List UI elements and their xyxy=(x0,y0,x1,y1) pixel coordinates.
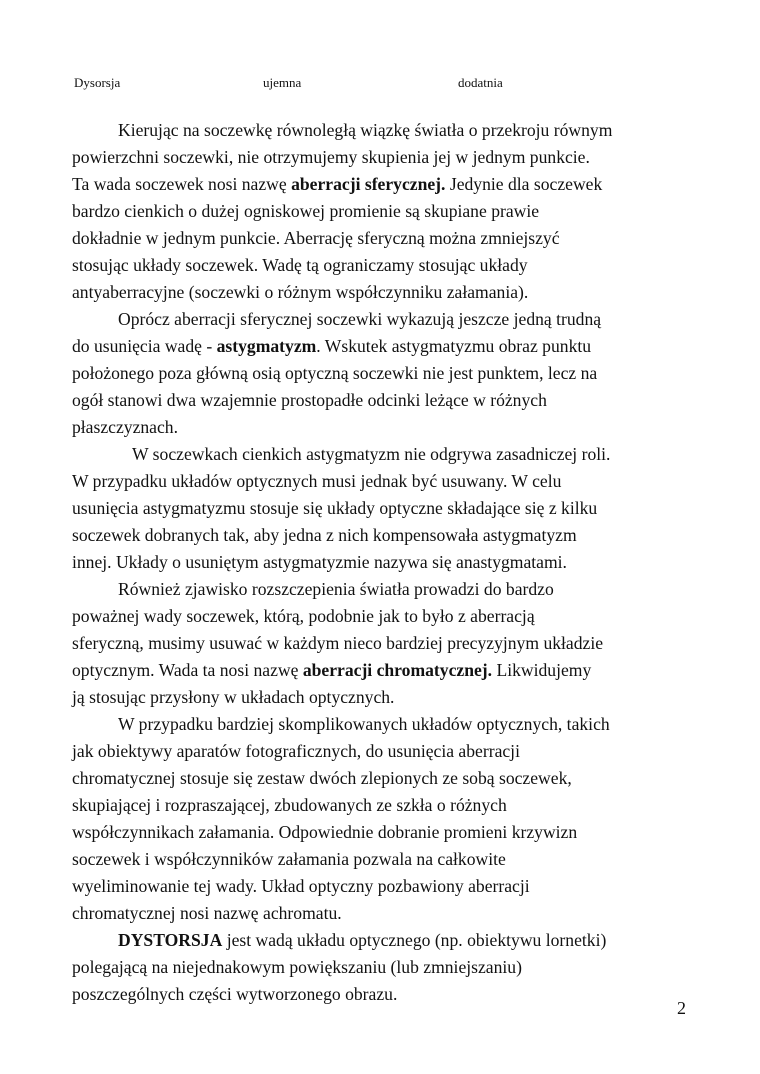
text-line: usunięcia astygmatyzmu stosuje się układy optyczne składające się z kilku xyxy=(72,498,598,518)
text-line: antyaberracyjne (soczewki o różnym współczynniku załamania). xyxy=(72,282,529,302)
text-line: polegającą na niejednakowym powiększaniu (lub zmniejszaniu) xyxy=(72,957,522,977)
text-line: W przypadku bardziej skomplikowanych układów optycznych, takich xyxy=(118,714,610,734)
text-line: ogół stanowi dwa wzajemnie prostopadłe odcinki leżące w różnych xyxy=(72,390,547,410)
text-line: Oprócz aberracji sferycznej soczewki wykazują jeszcze jedną trudną xyxy=(118,309,602,329)
text-line: W soczewkach cienkich astygmatyzm nie odgrywa zasadniczej roli. xyxy=(132,444,611,464)
text-line: Kierując na soczewkę równoległą wiązkę światła o przekroju równym xyxy=(118,120,613,140)
page-number: 2 xyxy=(677,998,686,1018)
text-line: skupiającej i rozpraszającej, zbudowanych ze szkła o różnych xyxy=(72,795,507,815)
text-line: ją stosując przysłony w układach optycznych. xyxy=(72,687,395,707)
caption-ujemna: ujemna xyxy=(263,75,302,90)
term-astygmatyzm: astygmatyzm xyxy=(216,336,317,356)
text-line: współczynnikach załamania. Odpowiednie dobranie promieni krzywizn xyxy=(72,822,578,842)
text-line: sferyczną, musimy usuwać w każdym nieco bardziej precyzyjnym układzie xyxy=(72,633,604,653)
caption-dysorsja: Dysorsja xyxy=(74,75,121,90)
term-aberracja-sferyczna: aberracji sferycznej. xyxy=(291,174,446,194)
text-line: optycznym. Wada ta nosi nazwę aberracji chromatycznej. Likwidujemy xyxy=(72,660,592,680)
text-line: płaszczyznach. xyxy=(72,417,178,437)
term-aberracja-chromatyczna: aberracji chromatycznej. xyxy=(302,660,493,680)
text-line: DYSTORSJA jest wadą układu optycznego (np. obiektywu lornetki) xyxy=(118,930,607,950)
text-line: stosując układy soczewek. Wadę tą ograniczamy stosując układy xyxy=(72,255,528,275)
caption-dodatnia: dodatnia xyxy=(458,75,503,90)
text-line: soczewek dobranych tak, aby jedna z nich kompensowała astygmatyzm xyxy=(72,525,577,545)
text-line: poszczególnych części wytworzonego obrazu. xyxy=(72,984,398,1004)
figure-captions xyxy=(0,75,760,95)
text-line: powierzchni soczewki, nie otrzymujemy skupienia jej w jednym punkcie. xyxy=(72,147,590,167)
text-line: chromatycznej stosuje się zestaw dwóch zlepionych ze sobą soczewek, xyxy=(72,768,572,788)
text-line: soczewek i współczynników załamania pozwala na całkowite xyxy=(72,849,506,869)
text-line: do usunięcia wadę - astygmatyzm. Wskutek astygmatyzmu obraz punktu xyxy=(72,336,592,356)
text-line: W przypadku układów optycznych musi jednak być usuwany. W celu xyxy=(72,471,562,491)
text-line: położonego poza główną osią optyczną soczewki nie jest punktem, lecz na xyxy=(72,363,598,383)
text-line: wyeliminowanie tej wady. Układ optyczny pozbawiony aberracji xyxy=(72,876,530,896)
text-line: chromatycznej nosi nazwę achromatu. xyxy=(72,903,342,923)
text-line: innej. Układy o usuniętym astygmatyzmie nazywa się anastygmatami. xyxy=(72,552,567,572)
text-line: dokładnie w jednym punkcie. Aberrację sferyczną można zmniejszyć xyxy=(72,228,560,248)
text-line: poważnej wady soczewek, którą, podobnie jak to było z aberracją xyxy=(72,606,535,626)
text-line: bardzo cienkich o dużej ogniskowej promienie są skupiane prawie xyxy=(72,201,540,221)
body-text xyxy=(72,117,702,1008)
text-line: Ta wada soczewek nosi nazwę aberracji sferycznej. Jedynie dla soczewek xyxy=(72,174,603,194)
term-dystorsja: DYSTORSJA xyxy=(118,930,223,950)
text-line: jak obiektywy aparatów fotograficznych, do usunięcia aberracji xyxy=(72,741,520,761)
text-line: Również zjawisko rozszczepienia światła prowadzi do bardzo xyxy=(118,579,554,599)
